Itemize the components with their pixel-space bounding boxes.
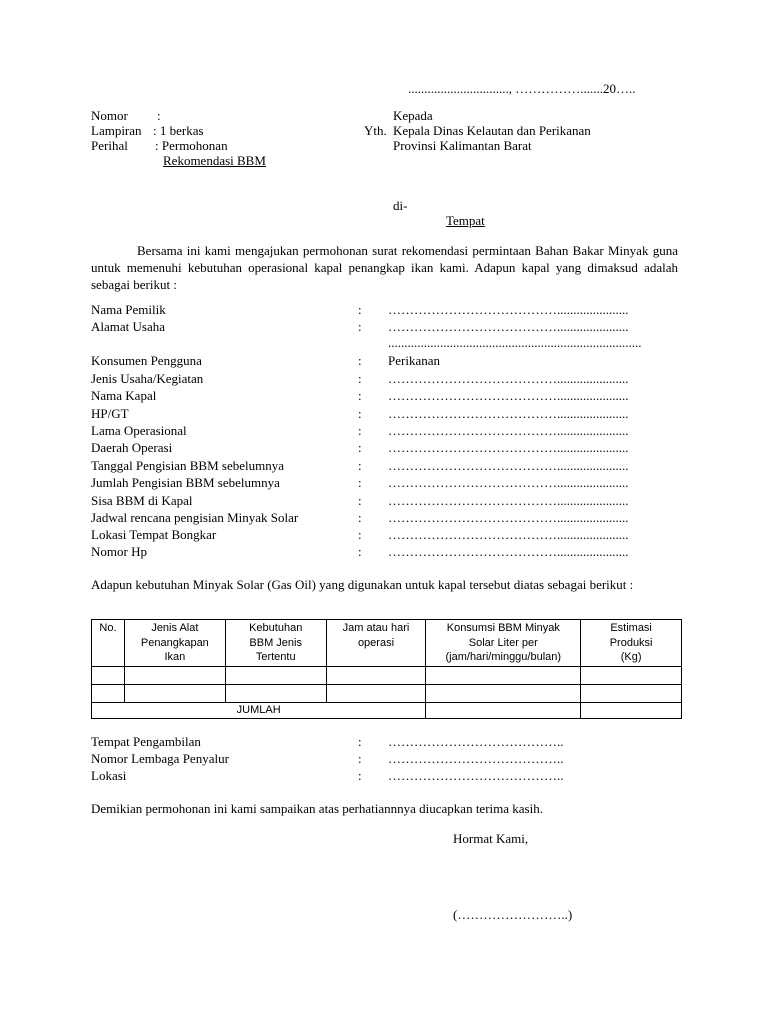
col-header-gear: [124, 620, 225, 667]
field-value: …………………………………......................: [388, 493, 629, 508]
col-header-operation-time: [326, 620, 426, 667]
col-header-consumption: [426, 620, 581, 667]
signature-placeholder: (……………………..): [453, 907, 573, 922]
field-colon: :: [358, 527, 362, 542]
table-cell[interactable]: [225, 666, 326, 684]
table-cell[interactable]: [581, 702, 682, 718]
table-cell[interactable]: [426, 666, 581, 684]
table-cell[interactable]: [326, 684, 426, 702]
table-cell[interactable]: [124, 684, 225, 702]
kepada-text: Kepada: [393, 108, 433, 123]
table-cell[interactable]: [426, 684, 581, 702]
table-row: [92, 684, 682, 702]
field-value: …………………………………......................: [388, 510, 629, 525]
yth-text: Yth.: [364, 123, 387, 138]
header-line: Jenis Alat: [151, 622, 199, 634]
closing-text: Demikian permohonan ini kami sampaikan atas perhatiannnya diucapkan terima kasih.: [91, 801, 543, 816]
field-value: …………………………………......................: [388, 319, 629, 334]
field-value: …………………………………......................: [388, 388, 629, 403]
field-value: …………………………………......................: [388, 302, 629, 317]
field-colon: :: [358, 751, 362, 766]
recipient-line-2: Provinsi Kalimantan Barat: [393, 138, 532, 153]
header-line: Estimasi: [610, 622, 652, 634]
field-value: …………………………………......................: [388, 527, 629, 542]
field-label: Tempat Pengambilan: [91, 734, 201, 749]
field-colon: :: [358, 440, 362, 455]
field-value: …………………………………......................: [388, 440, 629, 455]
perihal-subject: Rekomendasi BBM: [163, 153, 266, 168]
field-label: Lokasi: [91, 768, 127, 783]
field-colon: :: [358, 371, 362, 386]
header-line: (jam/hari/minggu/bulan): [445, 651, 562, 663]
field-value: …………………………………..: [388, 768, 564, 783]
field-label: Alamat Usaha: [91, 319, 166, 334]
field-value: …………………………………......................: [388, 423, 629, 438]
nomor-colon: :: [157, 108, 161, 123]
lampiran-value: : 1 berkas: [153, 123, 204, 138]
header-line: Ikan: [164, 651, 186, 663]
di-text: di-: [393, 198, 408, 213]
table-cell[interactable]: [581, 666, 682, 684]
field-colon: :: [358, 388, 362, 403]
header-line: No.: [99, 622, 117, 634]
nomor-label: Nomor: [91, 108, 128, 123]
intro-paragraph: Bersama ini kami mengajukan permohonan surat rekomendasi permintaan Bahan Bakar Minyak guna untuk memenuhi kebutuhan operasional kapal penangkap ikan kami. Adapun kapal yang dimaksud adalah sebagai berikut :: [91, 243, 678, 292]
field-colon: :: [358, 406, 362, 421]
field-colon: :: [358, 302, 362, 317]
tempat-text: Tempat: [446, 213, 485, 228]
field-label: Daerah Operasi: [91, 440, 173, 455]
field-label: HP/GT: [91, 406, 129, 421]
field-value: ..............................................................................: [388, 335, 642, 350]
table-header-row: [92, 620, 682, 667]
field-colon: :: [358, 510, 362, 525]
field-colon: :: [358, 544, 362, 559]
table-total-row: [92, 702, 682, 718]
field-colon: :: [358, 423, 362, 438]
header-line: Konsumsi BBM Minyak: [446, 622, 560, 634]
field-value: …………………………………......................: [388, 544, 629, 559]
field-value: Perikanan: [388, 353, 440, 368]
field-colon: :: [358, 493, 362, 508]
header-line: operasi: [357, 636, 395, 649]
col-header-fuel-need: [225, 620, 326, 667]
table-cell[interactable]: [581, 684, 682, 702]
field-label: Jadwal rencana pengisian Minyak Solar: [91, 510, 299, 525]
col-header-no: [92, 620, 125, 667]
field-colon: :: [358, 734, 362, 749]
field-colon: :: [358, 353, 362, 368]
field-label: Nama Kapal: [91, 388, 157, 403]
field-label: Nomor Hp: [91, 544, 147, 559]
field-value: …………………………………......................: [388, 458, 629, 473]
header-line: Produksi: [609, 636, 653, 649]
field-label: Nomor Lembaga Penyalur: [91, 751, 229, 766]
field-value: …………………………………......................: [388, 371, 629, 386]
fuel-needs-table: [91, 619, 682, 719]
needs-paragraph: Adapun kebutuhan Minyak Solar (Gas Oil) yang digunakan untuk kapal tersebut diatas sebagai berikut :: [91, 577, 634, 592]
table-cell[interactable]: [426, 702, 581, 718]
field-label: Sisa BBM di Kapal: [91, 493, 193, 508]
header-line: Kebutuhan: [249, 622, 303, 634]
field-label: Lokasi Tempat Bongkar: [91, 527, 217, 542]
header-line: (Kg): [620, 651, 642, 663]
table-cell[interactable]: [124, 666, 225, 684]
header-line: Tertentu: [255, 651, 296, 663]
field-colon: :: [358, 458, 362, 473]
header-line: Solar Liter per: [468, 636, 538, 649]
field-label: Konsumen Pengguna: [91, 353, 202, 368]
field-label: Jumlah Pengisian BBM sebelumnya: [91, 475, 280, 490]
field-colon: :: [358, 475, 362, 490]
header-line: Penangkapan: [140, 636, 209, 649]
perihal-label: Perihal: [91, 138, 128, 153]
field-label: Jenis Usaha/Kegiatan: [91, 371, 204, 386]
perihal-value: : Permohonan: [155, 138, 228, 153]
field-value: …………………………………......................: [388, 475, 629, 490]
field-label: Nama Pemilik: [91, 302, 166, 317]
header-line: BBM Jenis: [249, 636, 302, 649]
table-row: [92, 666, 682, 684]
col-header-production: [581, 620, 682, 667]
field-label: Tanggal Pengisian BBM sebelumnya: [91, 458, 284, 473]
field-value: …………………………………..: [388, 751, 564, 766]
field-colon: :: [358, 768, 362, 783]
table-cell[interactable]: [92, 666, 125, 684]
field-label: Lama Operasional: [91, 423, 187, 438]
field-value: …………………………………......................: [388, 406, 629, 421]
table-cell[interactable]: [326, 666, 426, 684]
recipient-line-1: Kepala Dinas Kelautan dan Perikanan: [393, 123, 591, 138]
field-colon: :: [358, 319, 362, 334]
table-cell[interactable]: [92, 684, 125, 702]
lampiran-label: Lampiran: [91, 123, 142, 138]
header-line: Jam atau hari: [342, 622, 410, 634]
field-value: …………………………………..: [388, 734, 564, 749]
table-cell[interactable]: [225, 684, 326, 702]
total-label: JUMLAH: [92, 702, 426, 718]
date-line: ..............................., …………….......20…..: [408, 81, 636, 96]
greeting-text: Hormat Kami,: [453, 831, 529, 846]
